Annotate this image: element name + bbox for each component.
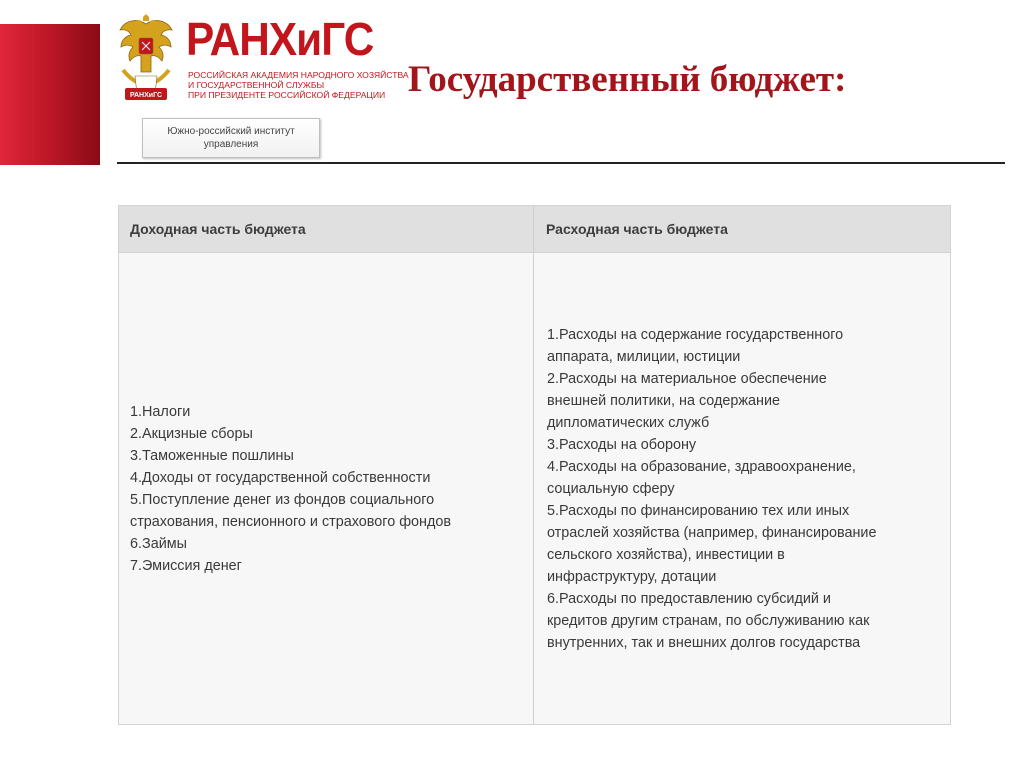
list-item: внешней политики, на содержание [547,392,781,409]
list-item: дипломатических служб [547,414,710,431]
list-item: социальную сферу [547,480,675,497]
income-header: Доходная часть бюджета [130,221,306,237]
budget-table [118,205,951,725]
income-cell [119,253,533,724]
list-item: 1.Налоги [130,403,191,420]
brand-subtitle-line: ПРИ ПРЕЗИДЕНТЕ РОССИЙСКОЙ ФЕДЕРАЦИИ [188,90,386,100]
double-headed-eagle-emblem-icon [117,14,175,104]
expense-list [547,324,876,654]
title-divider [117,162,1005,164]
expense-cell [534,253,950,724]
list-item: аппарата, милиции, юстиции [547,348,741,365]
brand-subtitle [188,70,409,100]
red-side-bar [0,24,100,165]
list-item: 7.Эмиссия денег [130,557,242,574]
institute-label [142,118,320,158]
list-item: 6.Расходы по предоставлению субсидий и [547,590,831,607]
list-item: внутренних, так и внешних долгов государства [547,634,861,651]
list-item: 1.Расходы на содержание государственного [547,326,844,343]
table-header-row [119,206,950,253]
slide-title: Государственный бюджет: [408,59,847,100]
list-item: 4.Доходы от государственной собственности [130,469,431,486]
list-item: 6.Займы [130,535,187,552]
list-item: отраслей хозяйства (например, финансирование [547,524,877,541]
institute-line: управления [203,139,259,150]
brand-name: РАНХиГС [186,13,374,65]
list-item: 3.Таможенные пошлины [130,447,294,464]
list-item: страхования, пенсионного и страхового фондов [130,513,452,530]
list-item: инфраструктуру, дотации [547,568,717,585]
institute-line: Южно-российский институт [167,126,295,137]
list-item: 2.Расходы на материальное обеспечение [547,370,827,387]
list-item: сельского хозяйства), инвестиции в [547,546,785,563]
list-item: кредитов другим странам, по обслуживанию как [547,612,870,629]
list-item: 3.Расходы на оборону [547,436,697,453]
brand-subtitle-line: И ГОСУДАРСТВЕННОЙ СЛУЖБЫ [188,80,325,90]
brand-subtitle-line: РОССИЙСКАЯ АКАДЕМИЯ НАРОДНОГО ХОЗЯЙСТВА [188,70,409,80]
list-item: 5.Расходы по финансированию тех или иных [547,502,850,519]
list-item: 5.Поступление денег из фондов социального [130,491,435,508]
emblem-ribbon-text: РАНХиГС [129,92,163,99]
income-list [130,401,451,577]
expense-header: Расходная часть бюджета [546,221,728,237]
list-item: 2.Акцизные сборы [130,425,253,442]
list-item: 4.Расходы на образование, здравоохранение, [547,458,856,475]
